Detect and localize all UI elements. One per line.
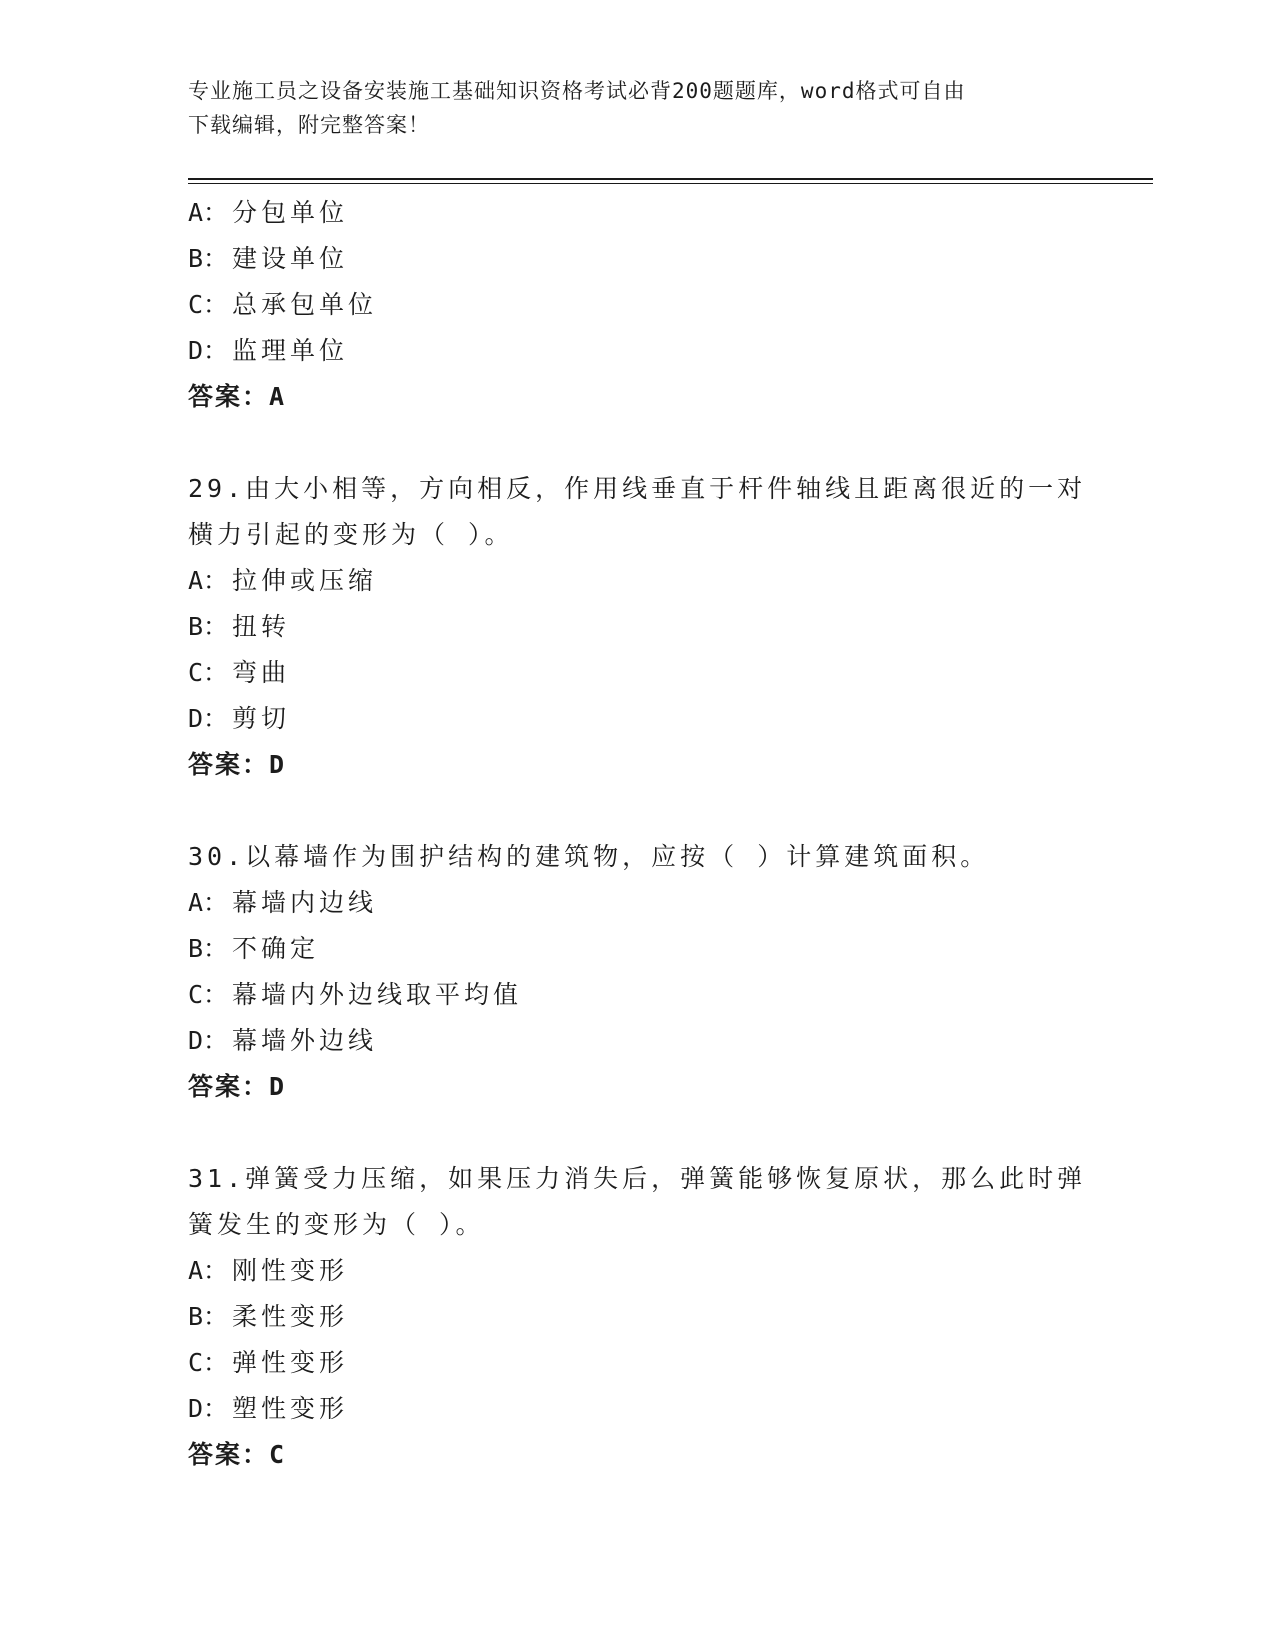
option-letter: B： xyxy=(188,244,229,273)
option-a xyxy=(188,1248,1108,1294)
option-letter: B： xyxy=(188,612,229,641)
option-b xyxy=(188,926,1108,972)
option-text: 幕墙内边线 xyxy=(232,888,378,917)
option-text: 扭转 xyxy=(232,612,291,641)
option-b xyxy=(188,236,1108,282)
document-header xyxy=(188,74,1068,142)
question-list xyxy=(188,190,1108,1478)
option-text: 刚性变形 xyxy=(232,1256,349,1285)
header-line-1: 专业施工员之设备安装施工基础知识资格考试必背200题题库，word格式可自由 xyxy=(188,79,966,103)
answer-line: 答案：A xyxy=(188,382,287,411)
option-text: 幕墙内外边线取平均值 xyxy=(232,980,523,1009)
question-spacer xyxy=(188,420,1108,466)
option-text: 弯曲 xyxy=(232,658,291,687)
question-text-line-1: 31.弹簧受力压缩，如果压力消失后，弹簧能够恢复原状，那么此时弹 xyxy=(188,1164,1087,1193)
option-letter: B： xyxy=(188,934,229,963)
question-30 xyxy=(188,834,1108,1110)
question-text-line-2: 簧发生的变形为（ ）。 xyxy=(188,1210,485,1239)
question-text-line-1: 29.由大小相等，方向相反，作用线垂直于杆件轴线且距离很近的一对 xyxy=(188,474,1087,503)
header-line-2: 下载编辑，附完整答案！ xyxy=(188,113,430,137)
option-c xyxy=(188,650,1108,696)
answer-line: 答案：C xyxy=(188,1440,287,1469)
option-text: 不确定 xyxy=(232,934,320,963)
option-a xyxy=(188,558,1108,604)
option-b xyxy=(188,1294,1108,1340)
option-letter: C： xyxy=(188,980,229,1009)
option-text: 总承包单位 xyxy=(232,290,378,319)
option-text: 柔性变形 xyxy=(232,1302,349,1331)
answer-line: 答案：D xyxy=(188,750,287,779)
option-text: 塑性变形 xyxy=(232,1394,349,1423)
option-b xyxy=(188,604,1108,650)
option-text: 幕墙外边线 xyxy=(232,1026,378,1055)
option-letter: D： xyxy=(188,704,229,733)
option-c xyxy=(188,972,1108,1018)
option-letter: B： xyxy=(188,1302,229,1331)
option-letter: C： xyxy=(188,1348,229,1377)
answer-line: 答案：D xyxy=(188,1072,287,1101)
option-text: 建设单位 xyxy=(232,244,349,273)
option-letter: A： xyxy=(188,888,229,917)
option-letter: D： xyxy=(188,1026,229,1055)
option-letter: C： xyxy=(188,658,229,687)
option-letter: A： xyxy=(188,1256,229,1285)
question-text-line-2: 横力引起的变形为（ ）。 xyxy=(188,520,514,549)
question-spacer xyxy=(188,1110,1108,1156)
question-spacer xyxy=(188,788,1108,834)
option-text: 拉伸或压缩 xyxy=(232,566,378,595)
option-c xyxy=(188,1340,1108,1386)
option-text: 弹性变形 xyxy=(232,1348,349,1377)
option-d xyxy=(188,696,1108,742)
option-d xyxy=(188,1386,1108,1432)
option-a xyxy=(188,880,1108,926)
option-c xyxy=(188,282,1108,328)
option-letter: D： xyxy=(188,336,229,365)
option-text: 分包单位 xyxy=(232,198,349,227)
question-text-line-1: 30.以幕墙作为围护结构的建筑物，应按（ ）计算建筑面积。 xyxy=(188,842,990,871)
option-d xyxy=(188,1018,1108,1064)
option-a xyxy=(188,190,1108,236)
question-31 xyxy=(188,1156,1108,1478)
option-letter: C： xyxy=(188,290,229,319)
option-d xyxy=(188,328,1108,374)
option-text: 监理单位 xyxy=(232,336,349,365)
option-letter: D： xyxy=(188,1394,229,1423)
option-letter: A： xyxy=(188,566,229,595)
question-29 xyxy=(188,466,1108,788)
header-divider-thick xyxy=(188,178,1153,180)
option-letter: A： xyxy=(188,198,229,227)
header-divider-thin xyxy=(188,183,1153,184)
option-text: 剪切 xyxy=(232,704,291,733)
question-28-continued xyxy=(188,190,1108,420)
